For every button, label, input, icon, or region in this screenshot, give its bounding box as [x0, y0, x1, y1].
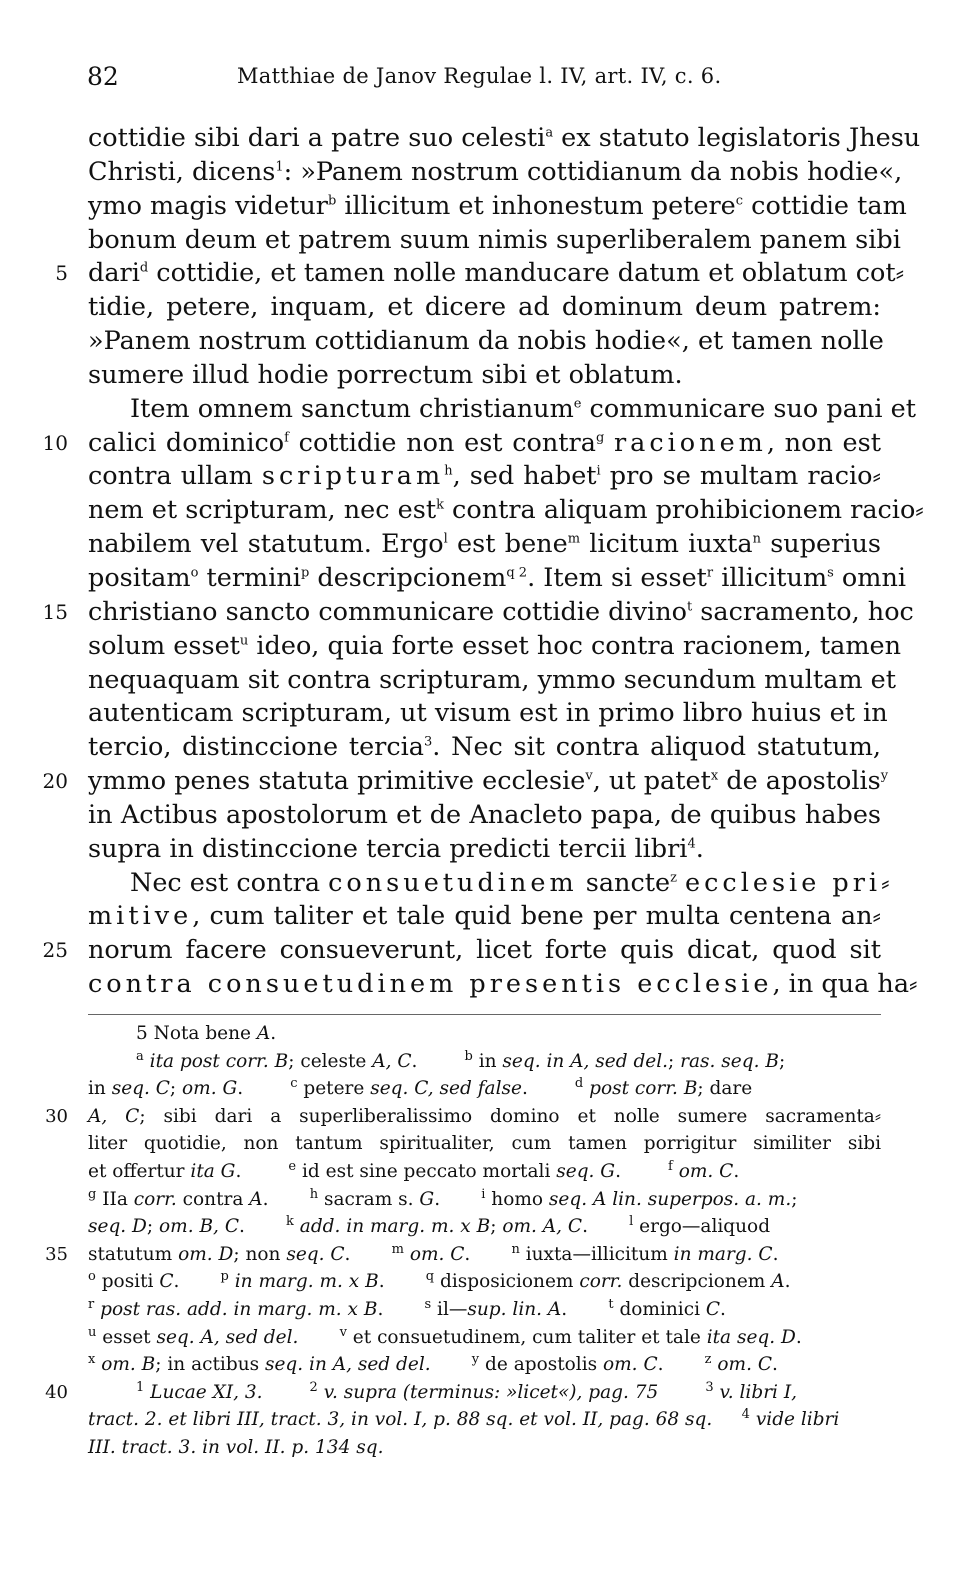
text-line: calici dominico$^f$ cottidie non est contra$^g$ racionem, non est 10: [88, 427, 881, 461]
line-number: 25: [42, 938, 68, 963]
note-line: $^x$ om. B; in actibus seq. in A, sed del. $^y$ de apostolis om. C. $^z$ om. C.: [88, 1351, 778, 1376]
text-line: contra consuetudinem presentis ecclesie, in qua ha⸗: [88, 969, 918, 1000]
apparatus-notes: [45, 1020, 882, 1462]
note-line: et offertur ita G. $^e$ id est sine peccato mortali seq. G. $^f$ om. C.: [88, 1158, 740, 1182]
text-line: bonum deum et patrem suum nimis superliberalem panem sibi: [88, 224, 901, 255]
text-line: christiano sancto communicare cottidie divino$^t$ sacramento, hoc 15: [88, 596, 881, 630]
text-line: contra ullam scripturam$^h$, sed habet$^i$ pro se multam racio⸗: [88, 461, 881, 492]
note-line: $^g$ IIa corr. contra A. $^h$ sacram s. G. $^i$ homo seq. A lin. superpos. a. m.;: [88, 1186, 798, 1210]
note-line: $^a$ ita post corr. B; celeste A, C. $^b$ in seq. in A, sed del.; ras. seq. B;: [136, 1048, 786, 1072]
main-text: [42, 122, 924, 1002]
note-line: $^1$ Lucae XI, 3. $^2$ v. supra (terminus: »licet«), pag. 75 $^3$ v. libri I, 40: [88, 1379, 881, 1407]
running-title: Matthiae de Janov Regulae l. IV, art. IV, c. 6.: [237, 64, 722, 88]
note-line: liter quotidie, non tantum spiritualiter, cum tamen porrigitur similiter sibi: [88, 1133, 881, 1155]
note-line: statutum om. D; non seq. C. $^m$ om. C. $^n$ iuxta—illicitum in marg. C. 35: [88, 1241, 881, 1269]
note-line: in seq. C; om. G. $^c$ petere seq. C, sed false. $^d$ post corr. B; dare: [88, 1076, 753, 1100]
text-line: Item omnem sanctum christianum$^e$ communicare suo pani et: [130, 393, 916, 424]
text-line: »Panem nostrum cottidianum da nobis hodie«, et tamen nolle: [88, 326, 884, 357]
text-line: Nec est contra consuetudinem sancte$^z$ ecclesie pri⸗: [130, 867, 890, 898]
text-line: nabilem vel statutum. Ergo$^l$ est bene$^m$ licitum iuxta$^n$ superius: [88, 529, 881, 560]
text-line: autenticam scripturam, ut visum est in primo libro huius et in: [88, 698, 888, 729]
note-line: $^u$ esset seq. A, sed del. $^v$ et consuetudinem, cum taliter et tale ita seq. D.: [88, 1324, 802, 1348]
note-line: $^o$ positi C. $^p$ in marg. m. x B. $^q$ disposicionem corr. descripcionem A.: [88, 1269, 791, 1293]
text-line: in Actibus apostolorum et de Anacleto papa, de quibus habes: [88, 799, 881, 830]
text-line: Christi, dicens$^1$: »Panem nostrum cottidianum da nobis hodie«,: [88, 156, 903, 187]
note-line: tract. 2. et libri III, tract. 3, in vol. I, p. 88 sq. et vol. II, pag. 68 sq. $^4$ vide libri: [88, 1407, 840, 1431]
line-number: 20: [42, 769, 68, 794]
text-line: norum facere consueverunt, licet forte quis dicat, quod sit 25: [88, 934, 881, 968]
text-line: nequaquam sit contra scripturam, ymmo secundum multam et: [88, 664, 896, 695]
text-line: tidie, petere, inquam, et dicere ad dominum deum patrem:: [88, 292, 881, 323]
text-line: dari$^d$ cottidie, et tamen nolle manducare datum et oblatum cot⸗ 5: [88, 257, 881, 291]
text-line: tercio, distinccione tercia$^3$. Nec sit contra aliquod statutum,: [88, 732, 881, 763]
line-number: 40: [45, 1381, 68, 1403]
note-line: A, C; sibi dari a superliberalissimo domino et nolle sumere sacramenta⸗ 30: [88, 1103, 881, 1131]
text-line: ymmo penes statuta primitive ecclesie$^v$, ut patet$^x$ de apostolis$^y$ 20: [88, 765, 881, 799]
text-line: ymo magis videtur$^b$ illicitum et inhonestum petere$^c$ cottidie tam: [88, 190, 907, 221]
note-line: $^r$ post ras. add. in marg. m. x B. $^s$ il—sup. lin. A. $^t$ dominici C.: [88, 1296, 726, 1320]
note-line: III. tract. 3. in vol. II. p. 134 sq.: [88, 1436, 384, 1458]
text-line: positam$^o$ termini$^p$ descripcionem$^{q 2}$. Item si esset$^r$ illicitum$^s$ omni: [88, 562, 907, 593]
line-number: 15: [42, 599, 68, 624]
text-line: sumere illud hodie porrectum sibi et oblatum.: [88, 359, 683, 390]
text-line: mitive, cum taliter et tale quid bene per multa centena an⸗: [88, 901, 881, 932]
note-line: 5 Nota bene A.: [136, 1023, 277, 1044]
line-number: 10: [42, 430, 68, 455]
line-number: 30: [45, 1105, 68, 1127]
page-number: 82: [87, 62, 119, 91]
text-line: solum esset$^u$ ideo, quia forte esset hoc contra racionem, tamen: [88, 630, 902, 661]
footnote-rule: [88, 1014, 881, 1015]
text-line: nem et scripturam, nec est$^k$ contra aliquam prohibicionem racio⸗: [88, 495, 924, 526]
note-line: seq. D; om. B, C. $^k$ add. in marg. m. x B; om. A, C. $^l$ ergo—aliquod: [88, 1214, 771, 1238]
line-number: 35: [45, 1243, 68, 1265]
text-line: supra in distinccione tercia predicti tercii libri$^4$.: [88, 833, 704, 864]
page-header: [87, 62, 887, 92]
line-number: 5: [55, 261, 68, 286]
text-line: cottidie sibi dari a patre suo celesti$^a$ ex statuto legislatoris Jhesu: [88, 123, 921, 153]
